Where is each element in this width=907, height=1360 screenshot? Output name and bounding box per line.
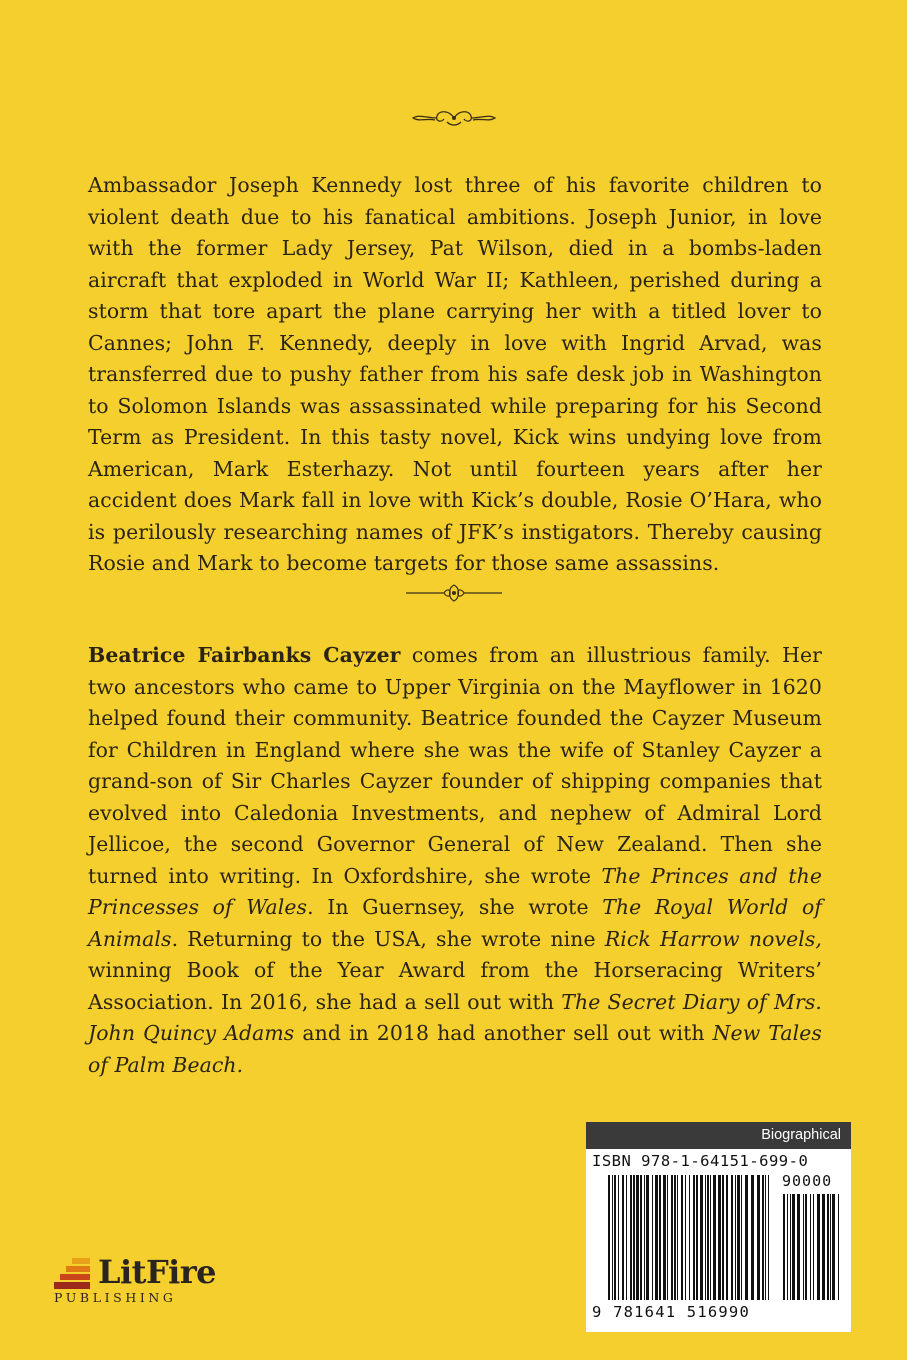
barcode-bar xyxy=(817,1194,820,1300)
barcode-bar xyxy=(677,1175,678,1300)
logo-stripe xyxy=(66,1266,90,1272)
bio-text-1: comes from an illustrious family. Her two ancestors who came to Upper Virginia on the Mayflower in 1620 helped found their community. Beatrice founded the Cayzer Museum for Children in England where she was the wife of Stanley Cayzer a grand-son of Sir Charles Cayzer founder of shipping companies that evolved into Caledonia Investments, and nephew of Admiral Lord Jellicoe, the second Governor General of New Zealand. Then she turned into writing. In Oxfordshire, she wrote xyxy=(88,643,822,888)
bio-text-4: winning Book of the Year Award from the Horseracing Writers’ Association. In 2016, she had a sell out with xyxy=(88,958,822,1014)
barcode-bar xyxy=(663,1175,666,1300)
barcode-bar xyxy=(731,1175,733,1300)
book-title-1: The Princes and the Princesses of Wales xyxy=(88,863,823,919)
barcode-bar xyxy=(810,1194,811,1300)
book-title-4: The Secret Diary of Mrs. John Quincy Adams xyxy=(88,989,822,1045)
addon-barcode xyxy=(783,1194,843,1300)
top-ornament xyxy=(0,106,907,130)
barcode-bar xyxy=(667,1175,668,1300)
barcode-bar xyxy=(762,1175,764,1300)
publisher-logo xyxy=(48,1250,218,1310)
divider-flourish-icon xyxy=(404,582,504,604)
barcode-bar xyxy=(614,1175,616,1300)
barcode-bar xyxy=(813,1194,814,1300)
litfire-flame-icon xyxy=(52,1256,92,1292)
barcode-bar xyxy=(713,1175,716,1300)
category-label: Biographical xyxy=(586,1122,851,1149)
barcode-bar xyxy=(689,1175,690,1300)
price-code: 90000 xyxy=(782,1172,833,1190)
synopsis-paragraph xyxy=(88,170,822,580)
barcode-bar xyxy=(707,1175,709,1300)
barcode-bar xyxy=(612,1175,613,1300)
isbn-text: ISBN 978-1-64151-699-0 xyxy=(592,1152,809,1170)
logo-stripe xyxy=(60,1274,90,1280)
bio-text-2: . In Guernsey, she wrote xyxy=(307,895,603,919)
barcode-bar xyxy=(832,1194,835,1300)
barcode-bar xyxy=(722,1175,724,1300)
barcode-box xyxy=(586,1122,851,1332)
barcode-bar xyxy=(705,1175,706,1300)
barcode-bar xyxy=(718,1175,721,1300)
middle-ornament xyxy=(0,582,907,604)
book-title-5: New Tales of Palm Beach. xyxy=(88,1021,822,1077)
barcode-bar xyxy=(636,1175,639,1300)
barcode-bar xyxy=(787,1194,788,1300)
barcode-bar xyxy=(751,1175,754,1300)
bio-text-3: . Returning to the USA, she wrote nine xyxy=(171,926,605,951)
barcode-bar xyxy=(696,1175,698,1300)
barcode-bar xyxy=(630,1175,632,1300)
publisher-name: LitFire xyxy=(98,1253,217,1291)
barcode-bar xyxy=(790,1194,791,1300)
barcode-bar xyxy=(737,1175,740,1300)
barcode-bar xyxy=(700,1175,703,1300)
barcode-bar xyxy=(830,1194,831,1300)
book-title-3: Rick Harrow novels, xyxy=(604,926,823,951)
barcode-bar xyxy=(674,1175,676,1300)
barcode-bar xyxy=(671,1175,673,1300)
publisher-subtitle: PUBLISHING xyxy=(54,1290,177,1305)
barcode-bar xyxy=(797,1194,800,1300)
flourish-icon xyxy=(409,106,499,130)
logo-stripe xyxy=(72,1258,90,1264)
barcode-bar xyxy=(838,1194,839,1300)
barcode-bar xyxy=(765,1175,766,1300)
barcode-bar xyxy=(710,1175,711,1300)
barcode-bar xyxy=(805,1194,807,1300)
barcode-bar xyxy=(618,1175,619,1300)
barcode-bar xyxy=(735,1175,736,1300)
barcode-bar xyxy=(745,1175,748,1300)
barcode-bar xyxy=(741,1175,742,1300)
barcode-bar xyxy=(622,1175,624,1300)
barcode-bar xyxy=(803,1194,804,1300)
barcode-bar xyxy=(792,1194,795,1300)
logo-stripe xyxy=(54,1282,90,1289)
book-title-2: The Royal World of Animals xyxy=(88,895,822,951)
bio-text-5: and in 2018 had another sell out with xyxy=(294,1021,713,1045)
barcode-bar xyxy=(633,1175,635,1300)
barcode-bar xyxy=(644,1175,645,1300)
barcode-bar xyxy=(693,1175,695,1300)
barcode-bar xyxy=(827,1194,829,1300)
author-bio-paragraph xyxy=(88,640,822,1081)
barcode-bar xyxy=(783,1194,785,1300)
barcode-bar xyxy=(646,1175,649,1300)
synopsis-text: Ambassador Joseph Kennedy lost three of his favorite children to violent death due to his fanatical ambitions. Joseph Junior, in love with the former Lady Jersey, Pat Wilson, died in a bombs-laden aircraft that exploded in World War II; Kathleen, perished during a storm that tore apart the plane carrying her with a titled lover to Cannes; John F. Kennedy, deeply in love with Ingrid Arvad, was transferred due to pushy father from his safe desk job in Washington to Solomon Islands was assassinated while preparing for his Second Term as President. In this tasty novel, Kick wins undying love from American, Mark Esterhazy. Not until fourteen years after her accident does Mark fall in love with Kick’s double, Rosie O’Hara, who is perilously researching names of JFK’s instigators. Thereby causing Rosie and Mark to become targets for those same assassins. xyxy=(88,173,822,575)
barcode-bar xyxy=(652,1175,653,1300)
barcode-bar xyxy=(608,1175,610,1300)
author-name: Beatrice Fairbanks Cayzer xyxy=(88,643,401,667)
ean-barcode xyxy=(608,1175,773,1300)
barcode-bar xyxy=(681,1175,683,1300)
barcode-bar xyxy=(640,1175,642,1300)
barcode-bar xyxy=(655,1175,658,1300)
barcode-bar xyxy=(685,1175,686,1300)
ean-digits: 9 781641 516990 xyxy=(592,1303,750,1321)
barcode-bar xyxy=(822,1194,825,1300)
barcode-bar xyxy=(626,1175,627,1300)
barcode-bar xyxy=(768,1175,769,1300)
barcode-bar xyxy=(726,1175,728,1300)
barcode-bar xyxy=(659,1175,661,1300)
barcode-bar xyxy=(757,1175,760,1300)
